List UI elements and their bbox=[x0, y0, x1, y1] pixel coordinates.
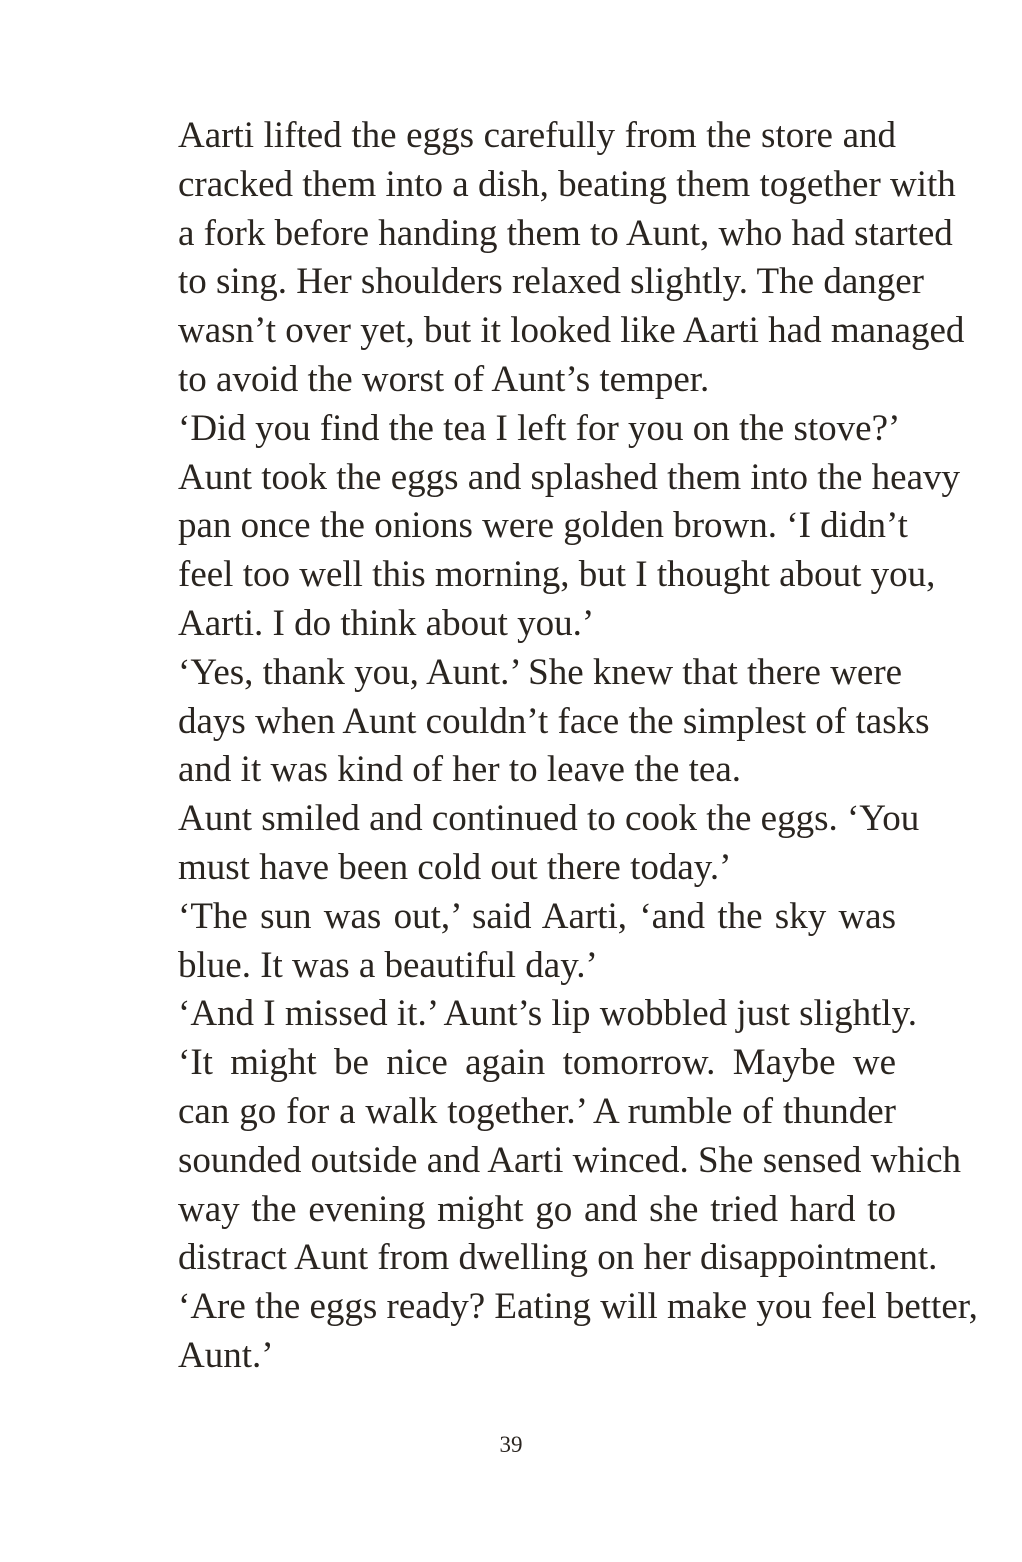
text-line: to avoid the worst of Aunt’s temper. bbox=[178, 358, 710, 400]
text-line: a fork before handing them to Aunt, who had started bbox=[178, 212, 953, 254]
text-line: must have been cold out there today.’ bbox=[178, 846, 732, 888]
text-line: days when Aunt couldn’t face the simplest of tasks bbox=[178, 700, 930, 742]
text-line: sounded outside and Aarti winced. She sensed which bbox=[178, 1139, 962, 1181]
text-line: ‘The sun was out,’ said Aarti, ‘and the sky was bbox=[178, 895, 896, 937]
text-line: to sing. Her shoulders relaxed slightly. The danger bbox=[178, 261, 924, 303]
text-line: ‘And I missed it.’ Aunt’s lip wobbled just slightly. bbox=[178, 993, 917, 1035]
text-line: ‘Did you find the tea I left for you on the stove?’ bbox=[178, 407, 901, 449]
text-line: Aunt smiled and continued to cook the eggs. ‘You bbox=[178, 798, 920, 840]
text-line: cracked them into a dish, beating them together with bbox=[178, 163, 956, 205]
page-body bbox=[139, 112, 978, 1381]
text-line: ‘Yes, thank you, Aunt.’ She knew that there were bbox=[178, 651, 903, 693]
paragraph bbox=[139, 990, 917, 1039]
text-line: ‘Are the eggs ready? Eating will make you feel better, bbox=[178, 1286, 978, 1328]
text-line: wasn’t over yet, but it looked like Aarti had managed bbox=[178, 310, 965, 352]
text-line: and it was kind of her to leave the tea. bbox=[178, 749, 742, 791]
text-line: ‘It might be nice again tomorrow. Maybe we bbox=[178, 1042, 896, 1084]
page-number: 39 bbox=[499, 1432, 523, 1457]
text-line: distract Aunt from dwelling on her disappointment. bbox=[178, 1237, 938, 1279]
paragraph bbox=[139, 893, 896, 991]
text-line: Aunt.’ bbox=[178, 1334, 274, 1376]
text-line: Aarti. I do think about you.’ bbox=[178, 602, 595, 644]
text-line: blue. It was a beautiful day.’ bbox=[178, 944, 598, 986]
text-line: way the evening might go and she tried hard to bbox=[178, 1188, 896, 1230]
text-line: pan once the onions were golden brown. ‘I didn’t bbox=[178, 505, 908, 547]
paragraph bbox=[139, 1039, 978, 1381]
paragraph bbox=[139, 112, 965, 405]
text-line: Aunt took the eggs and splashed them into the heavy bbox=[178, 456, 960, 498]
text-line: feel too well this morning, but I thought about you, bbox=[178, 554, 936, 596]
text-line: can go for a walk together.’ A rumble of thunder bbox=[178, 1090, 896, 1132]
text-line: Aarti lifted the eggs carefully from the store and bbox=[178, 115, 896, 156]
paragraph bbox=[139, 649, 930, 795]
paragraph bbox=[139, 795, 920, 893]
paragraph bbox=[139, 405, 960, 649]
